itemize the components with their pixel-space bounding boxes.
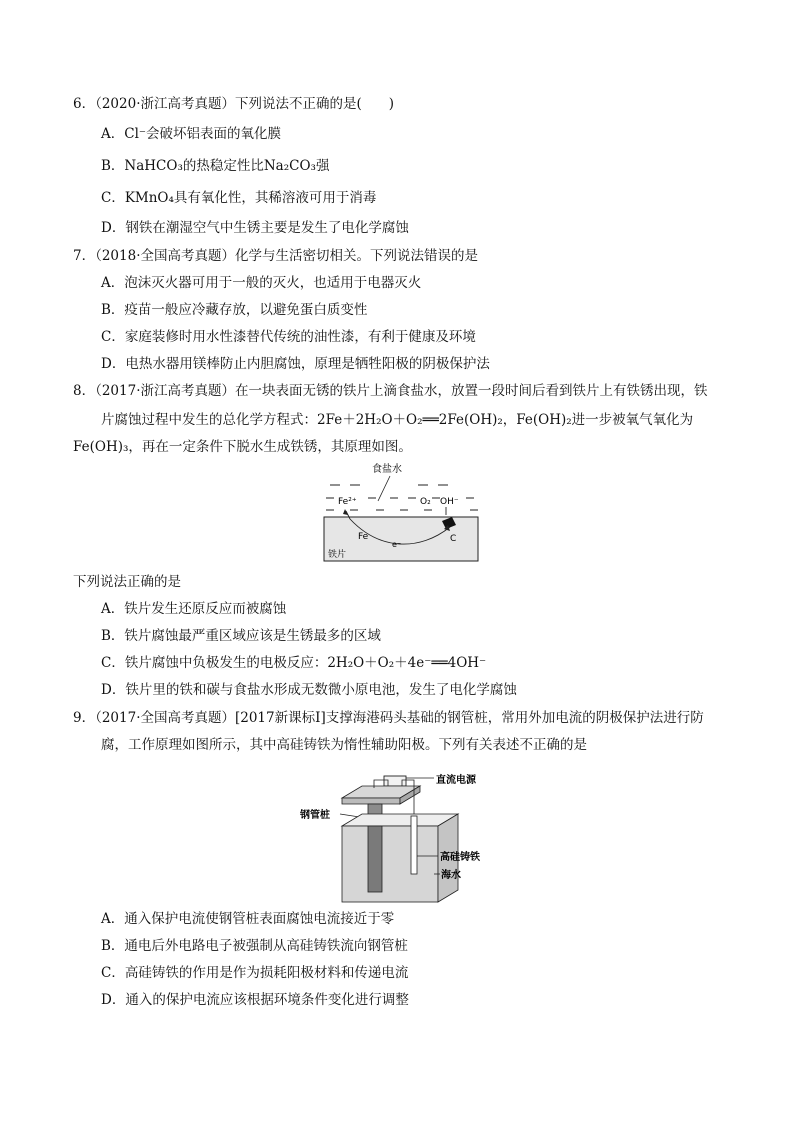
iron-plate-label: 铁片: [328, 550, 347, 560]
question-6-option-c: C．KMnO₄具有氧化性，其稀溶液可用于消毒: [101, 190, 377, 206]
oh-label: OH⁻: [440, 497, 459, 507]
high-silicon-iron-anode: [411, 816, 417, 874]
high-silicon-iron-label: 高硅铸铁: [440, 852, 480, 863]
question-9-option-d: D．通入的保护电流应该根据环境条件变化进行调整: [101, 992, 409, 1008]
question-8-stem-line-3: Fe(OH)₃，再在一定条件下脱水生成铁锈，其原理如图。: [73, 439, 412, 455]
question-8-stem-line-1: 8．（2017·浙江高考真题）在一块表面无锈的铁片上滴食盐水，放置一段时间后看到铁片上有铁锈出现，铁: [73, 383, 708, 399]
question-7-stem: 7．（2018·全国高考真题）化学与生活密切相关。下列说法错误的是: [73, 248, 478, 264]
question-8-stem-line-2: 片腐蚀过程中发生的总化学方程式：2Fe＋2H₂O＋O₂══2Fe(OH)₂，Fe(OH)₂进一步被氧气氧化为: [101, 412, 694, 428]
steel-pile-label: 钢管桩: [300, 810, 330, 821]
question-7-option-c: C．家庭装修时用水性漆替代传统的油性漆，有利于健康及环境: [101, 329, 476, 345]
question-9-stem-line-1: 9．（2017·全国高考真题）[2017新课标Ⅰ]支撑海港码头基础的钢管桩，常用外加电流的阴极保护法进行防: [73, 710, 704, 726]
question-7-option-a: A．泡沫灭火器可用于一般的灭火，也适用于电器灭火: [101, 275, 422, 291]
question-6-option-a: A．Cl⁻会破坏铝表面的氧化膜: [101, 126, 282, 142]
c-label: C: [450, 534, 457, 544]
question-7-option-b: B．疫苗一般应冷藏存放，以避免蛋白质变性: [101, 302, 368, 318]
electron-label: e⁻: [392, 540, 402, 549]
question-9-option-b: B．通电后外电路电子被强制从高硅铸铁流向钢管桩: [101, 938, 408, 954]
salt-water-label: 食盐水: [372, 464, 402, 475]
question-8-option-c: C．铁片腐蚀中负极发生的电极反应：2H₂O＋O₂＋4e⁻══4OH⁻: [101, 655, 487, 671]
question-8-question: 下列说法正确的是: [73, 574, 181, 590]
question-6-stem: 6．（2020·浙江高考真题）下列说法不正确的是( ): [73, 96, 395, 112]
question-8-option-b: B．铁片腐蚀最严重区域应该是生锈最多的区域: [101, 628, 381, 644]
question-8-option-a: A．铁片发生还原反应而被腐蚀: [101, 601, 287, 617]
dc-source-label: 直流电源: [436, 775, 476, 786]
seawater-tank: [342, 826, 438, 902]
question-7-option-d: D．电热水器用镁棒防止内胆腐蚀，原理是牺牲阳极的阴极保护法: [101, 356, 490, 372]
question-6-option-d: D．钢铁在潮湿空气中生锈主要是发生了电化学腐蚀: [101, 220, 409, 236]
seawater-label: 海水: [441, 870, 461, 881]
question-9-option-c: C．高硅铸铁的作用是作为损耗阳极材料和传递电流: [101, 965, 409, 981]
question-9-option-a: A．通入保护电流使钢管桩表面腐蚀电流接近于零: [101, 911, 395, 927]
question-8-option-d: D．铁片里的铁和碳与食盐水形成无数微小原电池，发生了电化学腐蚀: [101, 682, 517, 698]
cathodic-protection-diagram: [298, 766, 498, 906]
fe2plus-label: Fe²⁺: [338, 497, 357, 507]
dc-power-source: [384, 776, 406, 786]
question-6-option-b: B．NaHCO₃的热稳定性比Na₂CO₃强: [101, 158, 330, 174]
o2-label: O₂: [420, 497, 431, 507]
question-9-stem-line-2: 腐，工作原理如图所示，其中高硅铸铁为惰性辅助阳极。下列有关表述不正确的是: [101, 737, 587, 753]
corrosion-diagram: [320, 459, 480, 565]
fe-label: Fe: [358, 532, 369, 542]
